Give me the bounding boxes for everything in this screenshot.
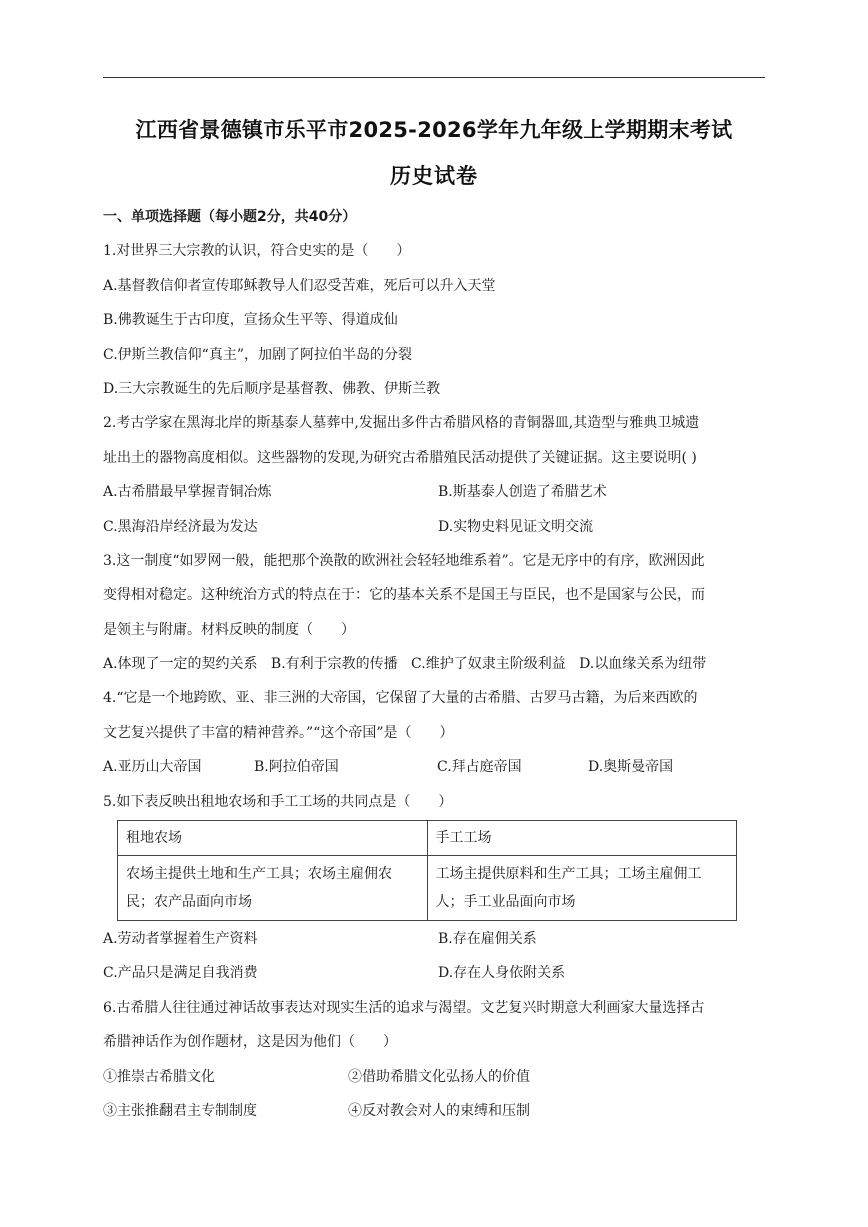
option-row xyxy=(103,1094,765,1128)
question-5 xyxy=(103,785,765,991)
question-stem: 希腊神话作为创作题材，这是因为他们（ ） xyxy=(103,1034,397,1051)
table-cell-line: 工场主提供原料和生产工具；工场主雇佣工 xyxy=(435,866,702,883)
table-cell-line: 人；手工业品面向市场 xyxy=(435,894,576,911)
question-stem: 4.“它是一个地跨欧、亚、非三洲的大帝国，它保留了大量的古希腊、古罗马古籍，为后来西欧的 xyxy=(103,690,698,707)
question-4 xyxy=(103,681,765,784)
question-stem: 3.这一制度“如罗网一般，能把那个涣散的欧洲社会轻轻地维系着”。它是无序中的有序，欧洲因此 xyxy=(103,552,705,569)
table-cell xyxy=(427,856,737,921)
option-row xyxy=(103,750,765,784)
option-a: A.基督教信仰者宣传耶稣教导人们忍受苦难，死后可以升入天堂 xyxy=(103,277,496,294)
option-row xyxy=(103,647,765,681)
exam-content xyxy=(103,200,765,1128)
table-cell-line: 民；农产品面向市场 xyxy=(126,894,252,911)
option-d: D.实物史料见证文明交流 xyxy=(438,518,594,535)
question-6 xyxy=(103,991,765,1129)
option-row xyxy=(103,510,765,544)
header-rule xyxy=(103,77,765,78)
section-heading: 一、单项选择题（每小题2分，共40分） xyxy=(103,209,357,225)
option-c: C.伊斯兰教信仰“真主”，加剧了阿拉伯半岛的分裂 xyxy=(103,346,412,363)
question-stem: 址出土的器物高度相似。这些器物的发现,为研究古希腊殖民活动提供了关键证据。这主要说明( ) xyxy=(103,449,697,466)
option-b: B.斯基泰人创造了希腊艺术 xyxy=(438,484,607,501)
option-1: ①推崇古希腊文化 xyxy=(103,1068,215,1085)
question-1 xyxy=(103,234,765,406)
option-a: A.体现了一定的契约关系 xyxy=(103,656,258,673)
option-b: B.佛教诞生于古印度，宣扬众生平等、得道成仙 xyxy=(103,312,398,329)
option-row xyxy=(103,922,765,956)
option-d: D.以血缘关系为纽带 xyxy=(579,656,707,673)
exam-subtitle: 历史试卷 xyxy=(390,164,478,188)
question-3 xyxy=(103,544,765,682)
question-2 xyxy=(103,406,765,544)
option-a: A.古希腊最早掌握青铜冶炼 xyxy=(103,484,272,501)
question-stem: 6.古希腊人往往通过神话故事表达对现实生活的追求与渴望。文艺复兴时期意大利画家大量选择古 xyxy=(103,999,705,1016)
question-stem: 5.如下表反映出租地农场和手工工场的共同点是（ ） xyxy=(103,793,453,810)
option-d: D.三大宗教诞生的先后顺序是基督教、佛教、伊斯兰教 xyxy=(103,380,441,397)
option-3: ③主张推翻君主专制制度 xyxy=(103,1102,257,1119)
option-a: A.劳动者掌握着生产资料 xyxy=(103,931,258,948)
option-c: C.维护了奴隶主阶级利益 xyxy=(411,656,566,673)
option-row xyxy=(103,1060,765,1094)
table-header-cell: 手工工场 xyxy=(427,821,737,856)
option-2: ②借助希腊文化弘扬人的价值 xyxy=(348,1068,530,1085)
option-row xyxy=(103,475,765,509)
comparison-table xyxy=(117,820,737,921)
option-a: A.亚历山大帝国 xyxy=(103,759,202,776)
question-stem: 文艺复兴提供了丰富的精神营养。”“这个帝国”是（ ） xyxy=(103,724,454,741)
option-c: C.拜占庭帝国 xyxy=(437,759,522,776)
question-stem: 2.考古学家在黑海北岸的斯基泰人墓葬中,发掘出多件古希腊风格的青铜器皿,其造型与雅典卫城遗 xyxy=(103,415,700,432)
option-c: C.黑海沿岸经济最为发达 xyxy=(103,518,258,535)
question-stem: 1.对世界三大宗教的认识，符合史实的是（ ） xyxy=(103,243,411,260)
option-row xyxy=(103,956,765,990)
table-header-cell: 租地农场 xyxy=(118,821,428,856)
option-b: B.存在雇佣关系 xyxy=(438,931,537,948)
table-header-row xyxy=(118,821,737,856)
option-d: D.存在人身依附关系 xyxy=(438,965,566,982)
question-stem: 是领主与附庸。材料反映的制度（ ） xyxy=(103,621,355,638)
exam-title: 江西省景德镇市乐平市2025-2026学年九年级上学期期末考试 xyxy=(135,118,733,142)
option-b: B.有利于宗教的传播 xyxy=(270,656,398,673)
table-row xyxy=(118,856,737,921)
option-d: D.奥斯曼帝国 xyxy=(588,759,674,776)
table-cell-line: 农场主提供土地和生产工具；农场主雇佣农 xyxy=(126,866,392,883)
option-b: B.阿拉伯帝国 xyxy=(254,759,339,776)
option-c: C.产品只是满足自我消费 xyxy=(103,965,258,982)
question-stem: 变得相对稳定。这种统治方式的特点在于：它的基本关系不是国王与臣民，也不是国家与公民，而 xyxy=(103,587,705,604)
table-cell xyxy=(118,856,428,921)
option-4: ④反对教会对人的束缚和压制 xyxy=(348,1102,530,1119)
